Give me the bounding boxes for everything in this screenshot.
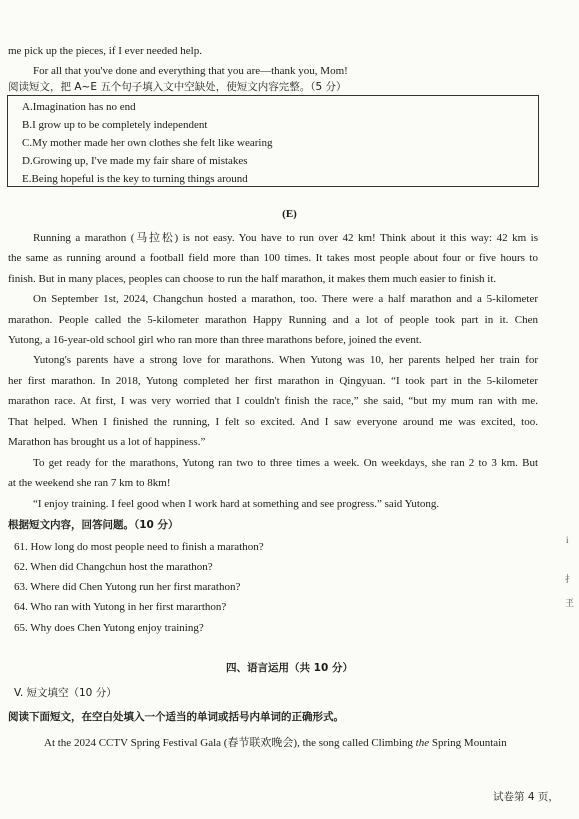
subsection-title: V. 短文填空（10 分） <box>14 687 117 699</box>
passage-heading: (E) <box>282 208 297 220</box>
cloze-first-line <box>44 736 507 750</box>
option-d: D.Growing up, I've made my fair share of mistakes <box>22 155 248 167</box>
cloze-instruction: 阅读下面短文，在空白处填入一个适当的单词或括号内单词的正确形式。 <box>8 711 344 723</box>
paragraph-line: at the weekend she ran 7 km to 8km! <box>8 477 171 489</box>
margin-mark: 玊 <box>565 598 575 608</box>
section-title: 四、语言运用（共 10 分） <box>226 662 353 674</box>
paragraph-line: the same as running around a football field more than 100 times. It takes most people about four or five hours to <box>8 252 538 264</box>
paragraph-line: Marathon has brought us a lot of happiness.” <box>8 436 206 448</box>
paragraph-line: Yutong, a 16-year-old school girl who ran more than three marathons before, joined the event. <box>8 334 422 346</box>
margin-mark: 扌 <box>565 574 575 584</box>
paragraph-line: On September 1st, 2024, Changchun hosted a marathon, too. There were a half marathon and a 5-kilometer <box>33 293 538 305</box>
paragraph-line: To get ready for the marathons, Yutong ran two to three times a week. On weekdays, she ran 2 to 3 km. But <box>33 457 538 469</box>
paragraph-line: finish. But in many places, peoples can choose to run the half marathon, it makes them much easier to finish it. <box>8 273 497 285</box>
question-65: 65. Why does Chen Yutong enjoy training? <box>14 622 204 634</box>
margin-mark: i <box>566 535 569 545</box>
paragraph-line: marathon. People called the 5-kilometer marathon Happy Running and a lot of people took part in it. Chen <box>8 314 538 326</box>
paragraph-line: “I enjoy training. I feel good when I work hard at something and see progress.” said Yutong. <box>33 498 440 510</box>
paragraph-line: marathon race. At first, I was very worried that I couldn't finish the race,” she said, “but my mum ran with me. <box>8 395 538 407</box>
cloze-text-em: the <box>415 737 430 749</box>
question-61: 61. How long do most people need to finish a marathon? <box>14 541 264 553</box>
paragraph-line: Running a marathon (马拉松) is not easy. You have to run over 42 km! Think about it this way: 42 km is <box>33 232 538 244</box>
option-e: E.Being hopeful is the key to turning things around <box>22 173 248 185</box>
passage-d-last-line: me pick up the pieces, if I ever needed help. <box>8 45 202 57</box>
question-64: 64. Who ran with Yutong in her first mararthon? <box>14 601 227 613</box>
paragraph-line: That helped. When I finished the running, I felt so excited. And I saw everyone around me was excited, too. <box>8 416 538 428</box>
passage-d-closing-line: For all that you've done and everything that you are—thank you, Mom! <box>33 65 348 77</box>
page-number: 试卷第 4 页， <box>493 791 559 803</box>
option-a: A.Imagination has no end <box>22 101 136 113</box>
paragraph-line: her first marathon. In 2018, Yutong completed her first marathon in Qingyuan. “I took part in the 5-kilometer <box>8 375 538 387</box>
questions-instruction: 根据短文内容，回答问题。（10 分） <box>8 519 179 531</box>
cloze-text-post: Spring Mountain <box>429 737 507 749</box>
task-instruction: 阅读短文，把 A~E 五个句子填入文中空缺处，使短文内容完整。（5 分） <box>8 81 347 93</box>
cloze-text-pre: At the 2024 CCTV Spring Festival Gala (春节联欢晚会), the song called Climbing <box>44 737 416 749</box>
question-63: 63. Where did Chen Yutong run her first marathon? <box>14 581 241 593</box>
question-62: 62. When did Changchun host the marathon? <box>14 561 213 573</box>
option-c: C.My mother made her own clothes she felt like wearing <box>22 137 273 149</box>
option-b: B.I grow up to be completely independent <box>22 119 208 131</box>
paragraph-line: Yutong's parents have a strong love for marathons. When Yutong was 10, her parents helped her train for <box>33 354 538 366</box>
